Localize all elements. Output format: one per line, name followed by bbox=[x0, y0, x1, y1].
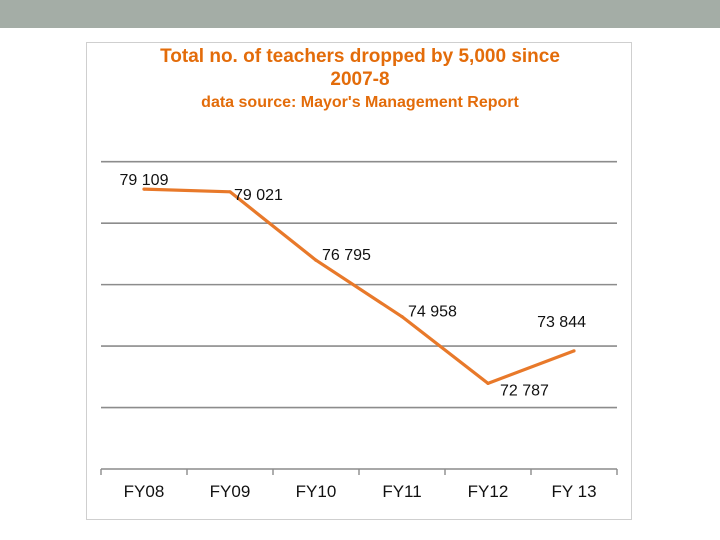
data-label: 76 795 bbox=[322, 247, 371, 265]
line-chart bbox=[86, 42, 632, 520]
data-point bbox=[228, 190, 231, 193]
series-line bbox=[144, 186, 574, 383]
chart-title-line-1: Total no. of teachers dropped by 5,000 since bbox=[160, 46, 560, 67]
data-point bbox=[314, 259, 317, 262]
chart-title-line-2: 2007-8 bbox=[330, 69, 390, 90]
plot-area bbox=[87, 43, 633, 521]
x-tick-label: FY10 bbox=[295, 482, 337, 501]
x-tick-label: FY 13 bbox=[551, 482, 597, 501]
x-tick-label: FY09 bbox=[209, 482, 251, 501]
x-tick-label: FY11 bbox=[382, 482, 422, 501]
data-point bbox=[486, 382, 489, 385]
data-label: 79 109 bbox=[119, 172, 169, 190]
slide-top-band bbox=[0, 0, 720, 28]
data-label: 79 021 bbox=[234, 186, 283, 204]
x-tick-label: FY08 bbox=[123, 482, 165, 501]
data-point bbox=[400, 315, 403, 318]
data-label: 72 787 bbox=[500, 382, 549, 400]
x-tick-label: FY12 bbox=[467, 482, 509, 501]
data-point bbox=[572, 349, 575, 352]
data-label: 74 958 bbox=[408, 303, 457, 321]
data-label: 73 844 bbox=[537, 313, 586, 331]
chart-subtitle: data source: Mayor's Management Report bbox=[201, 94, 519, 111]
